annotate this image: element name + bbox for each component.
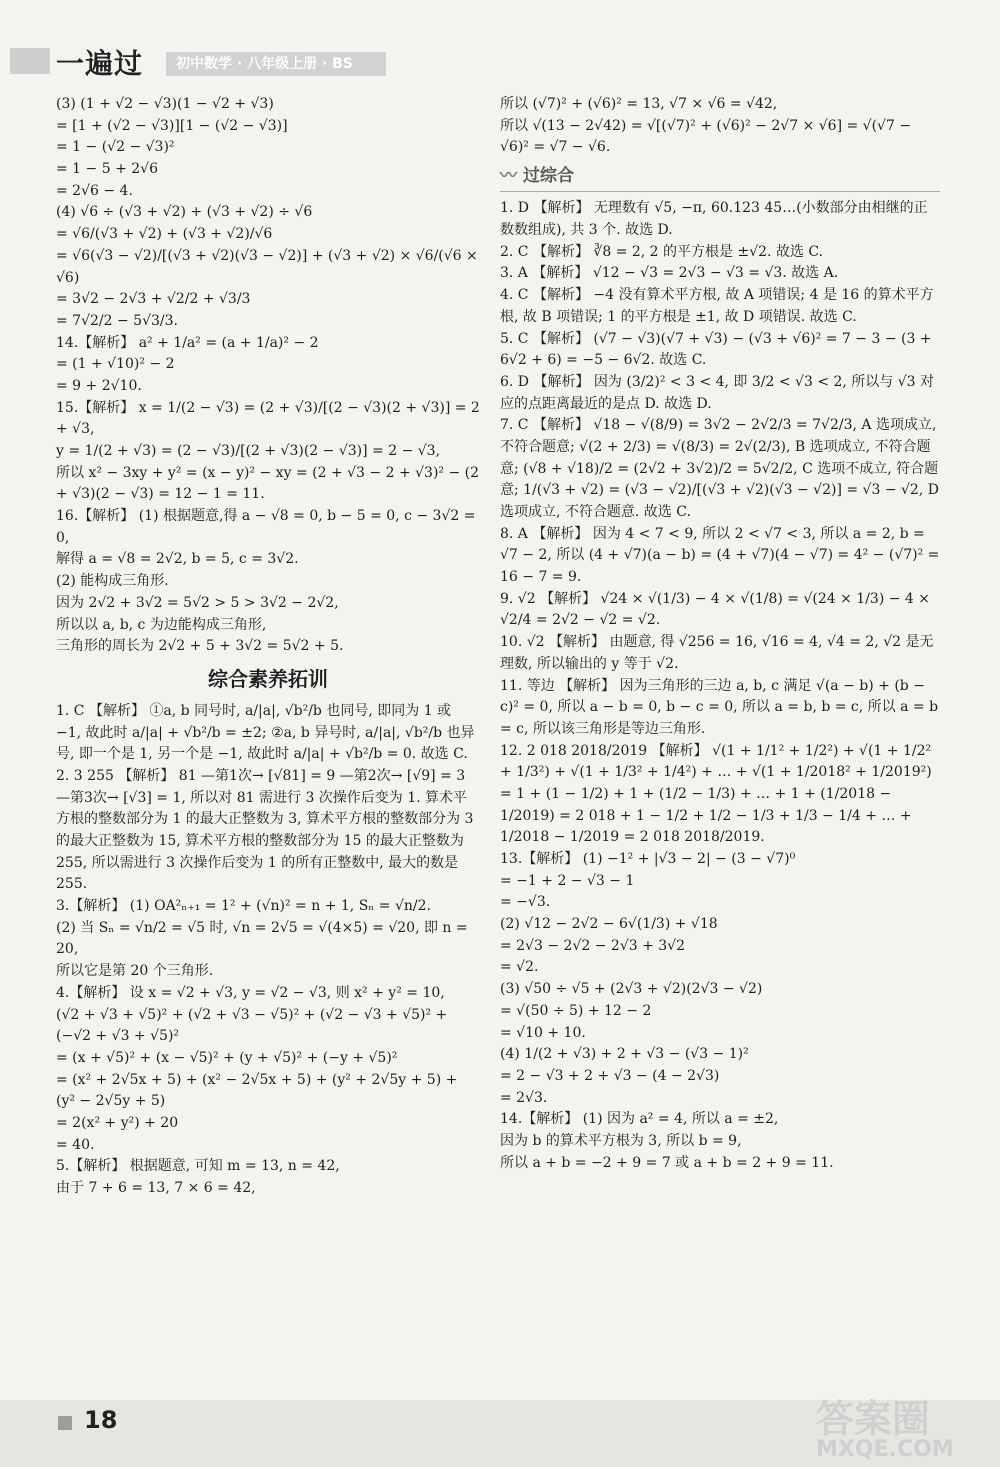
text-line: 1. D 【解析】 无理数有 √5, −π, 60.123 45…(小数部分由相继的正数数组成), 共 3 个. 故选 D.	[500, 200, 928, 239]
text-line: = √6/(√3 + √2) + (√3 + √2)/√6	[56, 226, 273, 243]
text-line: (2) 能构成三角形.	[56, 573, 169, 590]
text-line: = (1 + √10)² − 2	[56, 356, 175, 373]
text-line: 6. D 【解析】 因为 (3/2)² < 3 < 4, 即 3/2 < √3 < 2, 所以与 √3 对应的点距离最近的是点 D. 故选 D.	[500, 373, 935, 412]
text-line: = 9 + 2√10.	[56, 377, 142, 394]
text-line: 14.【解析】 (1) 因为 a² = 4, 所以 a = ±2,	[500, 1111, 779, 1128]
text-line: = 2(x² + y²) + 20	[56, 1114, 179, 1131]
text-line: 因为 2√2 + 3√2 = 5√2 > 5 > 3√2 − 2√2,	[56, 594, 339, 611]
text-line: = √2.	[500, 959, 539, 976]
text-line: = [1 + (√2 − √3)][1 − (√2 − √3)]	[56, 117, 288, 134]
text-line: (4) √6 ÷ (√3 + √2) + (√3 + √2) ÷ √6	[56, 204, 313, 221]
text-line: 11. 等边 【解析】 因为三角形的三边 a, b, c 满足 √(a − b) + (b − c)² = 0, 所以 a − b = 0, b − c = 0, 所以 a = b, b = c, 所以 a = b = c, 所以该三角形是等边三角形.	[500, 677, 939, 737]
text-line: = (x² + 2√5x + 5) + (x² − 2√5x + 5) + (y² + 2√5y + 5) + (y² − 2√5y + 5)	[56, 1071, 458, 1110]
section-heading	[500, 163, 940, 192]
text-line: 14.【解析】 a² + 1/a² = (a + 1/a)² − 2	[56, 334, 319, 351]
page-header	[0, 40, 1000, 82]
text-line: 4. C 【解析】 −4 没有算术平方根, 故 A 项错误; 4 是 16 的算术平方根, 故 B 项错误; 1 的平方根是 ±1, 故 D 项错误. 故选 C.	[500, 287, 934, 325]
subject-bar: 初中数学 · 八年级上册 · BS	[166, 52, 386, 76]
text-line: = 2√3 − 2√2 − 2√3 + 3√2	[500, 937, 686, 954]
text-line: 三角形的周长为 2√2 + 5 + 3√2 = 5√2 + 5.	[56, 638, 344, 655]
text-line: = √10 + 10.	[500, 1024, 586, 1041]
text-line: 所以 √(13 − 2√42) = √[(√7)² + (√6)² − 2√7 × √6] = √(√7 − √6)² = √7 − √6.	[500, 117, 912, 156]
text-line: = √(50 ÷ 5) + 12 − 2	[500, 1002, 652, 1019]
text-line: 12. 2 018 2018/2019 【解析】 √(1 + 1/1² + 1/2²) + √(1 + 1/2² + 1/3²) + √(1 + 1/3² + 1/4²) + … + √(1 + 1/2018² + 1/2019²) = 1 + (1 − 1/2) + 1 + (1/2 − 1/3) + … + 1 + (1/2018 − 1/2019) = 2 018 + 1 − 1/2 + 1/2 − 1/3 + 1/3 − 1/4 + … + 1/2018 − 1/2019 = 2 018 2018/2019.	[500, 742, 932, 846]
text-line: = 3√2 − 2√3 + √2/2 + √3/3	[56, 291, 251, 308]
header-grey-block	[10, 48, 50, 74]
section-title: 综合素养拓训	[208, 666, 328, 691]
text-line: 2. 3 255 【解析】 81 —第1次→ [√81] = 9 —第2次→ [√9] = 3 —第3次→ [√3] = 1, 所以对 81 需进行 3 次操作后变为 1. 算术平方根的整数部分为 1 的最大正整数为 3, 算术平方根的整数部分为 3 的最大正整数为 15, 算术平方根的整数部分为 15 的最大正整数为 255, 所以需进行 3 次操作后变为 1 的所有正整数中, 最大的数是 255.	[56, 767, 474, 893]
brand-logo-text: 一遍过	[56, 47, 144, 80]
text-line: y = 1/(2 + √3) = (2 − √3)/[(2 + √3)(2 − √3)] = 2 − √3,	[56, 443, 441, 459]
text-line: 所以它是第 20 个三角形.	[56, 963, 214, 980]
text-line: 因为 b 的算术平方根为 3, 所以 b = 9,	[500, 1132, 742, 1149]
text-line: = 2 − √3 + 2 + √3 − (4 − 2√3)	[500, 1067, 720, 1084]
page-number: 18	[84, 1406, 118, 1434]
text-line: 4.【解析】 设 x = √2 + √3, y = √2 − √3, 则 x² + y² = 10,	[56, 984, 445, 1001]
text-line: = 2√3.	[500, 1089, 548, 1106]
text-line: 3. A 【解析】 √12 − √3 = 2√3 − √3 = √3. 故选 A.	[500, 265, 839, 282]
text-line: 所以以 a, b, c 为边能构成三角形,	[56, 616, 267, 633]
text-line: 8. A 【解析】 因为 4 < 7 < 9, 所以 2 < √7 < 3, 所以 a = 2, b = √7 − 2, 所以 (4 + √7)(a − b) = (4 + √7)(4 − √7) = 4² − (√7)² = 16 − 7 = 9.	[500, 525, 940, 586]
left-column	[56, 94, 480, 1200]
text-line: = −√3.	[500, 894, 551, 911]
text-line: 16.【解析】 (1) 根据题意,得 a − √8 = 0, b − 5 = 0, c − 3√2 = 0,	[56, 508, 476, 546]
text-line: 由于 7 + 6 = 13, 7 × 6 = 42,	[56, 1180, 256, 1196]
text-line: 1. C 【解析】 ①a, b 同号时, a/|a|, √b²/b 也同号, 即同为 1 或 −1, 故此时 a/|a| + √b²/b = ±2; ②a, b 异号时, a/|a|, √b²/b 也异号, 即一个是 1, 另一个是 −1, 故此时 a/|a| + √b²/b = 0. 故选 C.	[56, 702, 475, 763]
text-line: 解得 a = √8 = 2√2, b = 5, c = 3√2.	[56, 551, 299, 568]
text-line: 所以 x² − 3xy + y² = (x − y)² − xy = (2 + √3 − 2 + √3)² − (2 + √3)(2 − √3) = 12 − 1 = 11.	[56, 464, 480, 503]
text-line: 5.【解析】 根据题意, 可知 m = 13, n = 42,	[56, 1158, 340, 1175]
text-line: 5. C 【解析】 (√7 − √3)(√7 + √3) − (√3 + √6)² = 7 − 3 − (3 + 6√2 + 6) = −5 − 6√2. 故选 C.	[500, 330, 932, 369]
section-heading-text: 过综合	[523, 166, 574, 187]
text-line: (2) √12 − 2√2 − 6√(1/3) + √18	[500, 916, 718, 933]
text-line: 7. C 【解析】 √18 − √(8/9) = 3√2 − 2√2/3 = 7√2/3, A 选项成立, 不符合题意; √(2 + 2/3) = √(8/3) = 2√(2/3), B 选项成立, 不符合题意; (√8 + √18)/2 = (2√2 + 3√2)/2 = 5√2/2, C 选项不成立, 符合题意; 1/(√3 + √2) = (√3 − √2)/[(√3 + √2)(√3 − √2)] = √3 − √2, D 选项成立, 不符合题意. 故选 C.	[500, 417, 939, 521]
text-line: = 7√2/2 − 5√3/3.	[56, 312, 178, 329]
text-line: = √6(√3 − √2)/[(√3 + √2)(√3 − √2)] + (√3 + √2) × √6/(√6 × √6)	[56, 247, 478, 286]
text-line: (3) √50 ÷ √5 + (2√3 + √2)(2√3 − √2)	[500, 981, 763, 998]
text-line: 15.【解析】 x = 1/(2 − √3) = (2 + √3)/[(2 − √3)(2 + √3)] = 2 + √3,	[56, 399, 480, 438]
watermark-cn: 答案圈	[816, 1397, 931, 1441]
text-line: 所以 a + b = −2 + 9 = 7 或 a + b = 2 + 9 = 11.	[500, 1154, 834, 1171]
text-line: (√2 + √3 + √5)² + (√2 + √3 − √5)² + (√2 − √3 + √5)² + (−√2 + √3 + √5)²	[56, 1006, 448, 1045]
text-line: = 1 − (√2 − √3)²	[56, 139, 175, 156]
text-line: (4) 1/(2 + √3) + 2 + √3 − (√3 − 1)²	[500, 1046, 749, 1063]
text-line: = −1 + 2 − √3 − 1	[500, 872, 635, 889]
text-line: = (x + √5)² + (x − √5)² + (y + √5)² + (−y + √5)²	[56, 1049, 398, 1066]
text-line: 2. C 【解析】 ∛8 = 2, 2 的平方根是 ±√2. 故选 C.	[500, 243, 824, 260]
text-line: (3) (1 + √2 − √3)(1 − √2 + √3)	[56, 96, 274, 112]
wave-icon: 〰	[500, 166, 517, 187]
text-line: 3.【解析】 (1) OA²ₙ₊₁ = 1² + (√n)² = n + 1, Sₙ = √n/2.	[56, 898, 431, 915]
right-column	[500, 94, 940, 1174]
watermark-en: MXQE.COM	[816, 1437, 954, 1462]
brand-logo	[56, 42, 143, 82]
text-line: 所以 (√7)² + (√6)² = 13, √7 × √6 = √42,	[500, 96, 778, 112]
square-icon	[58, 1416, 72, 1430]
text-line: = 40.	[56, 1136, 95, 1153]
text-line: 9. √2 【解析】 √24 × √(1/3) − 4 × √(1/8) = √(24 × 1/3) − 4 × √2/4 = 2√2 − √2 = √2.	[500, 590, 930, 629]
text-line: = 1 − 5 + 2√6	[56, 161, 158, 178]
text-line: 13.【解析】 (1) −1² + |√3 − 2| − (3 − √7)⁰	[500, 851, 796, 868]
text-line: (2) 当 Sₙ = √n/2 = √5 时, √n = 2√5 = √(4×5) = √20, 即 n = 20,	[56, 919, 468, 958]
text-line: = 2√6 − 4.	[56, 182, 133, 199]
watermark-logo	[816, 1388, 986, 1462]
text-line: 10. √2 【解析】 由题意, 得 √256 = 16, √16 = 4, √4 = 2, √2 是无理数, 所以输出的 y 等于 √2.	[500, 634, 934, 672]
